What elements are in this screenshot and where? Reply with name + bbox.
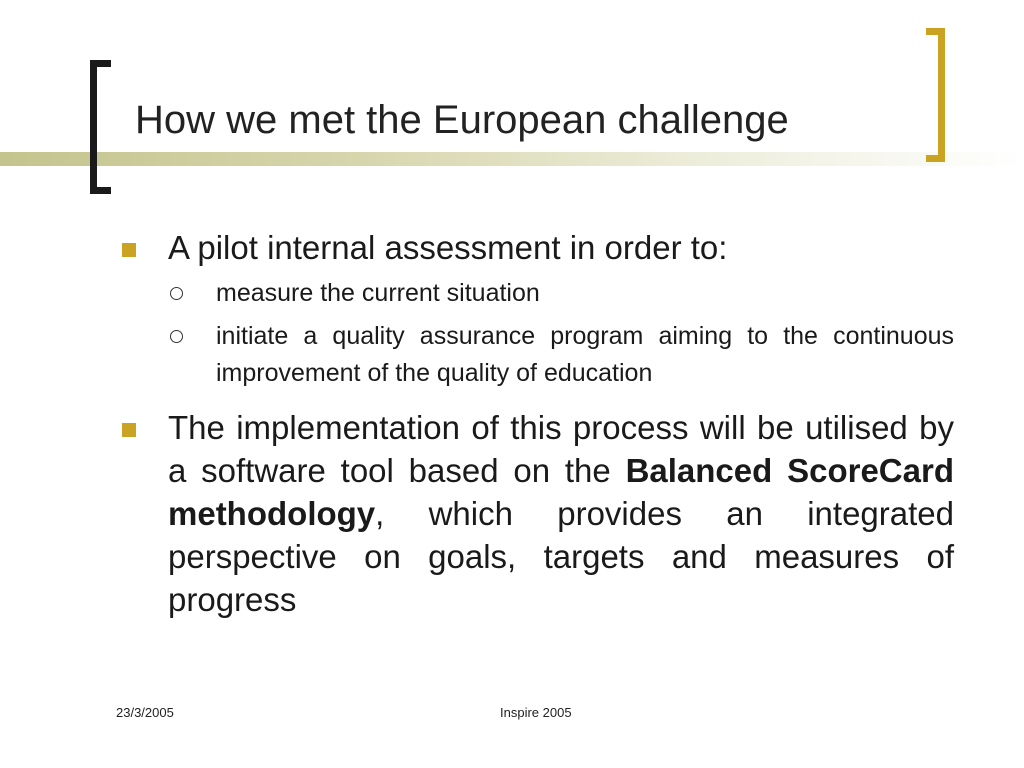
bullet-text: A pilot internal assessment in order to: xyxy=(168,229,728,266)
footer-date: 23/3/2005 xyxy=(116,705,174,720)
bullet-item-implementation xyxy=(118,406,954,621)
circle-bullet-icon xyxy=(170,330,183,343)
square-bullet-icon xyxy=(122,423,136,437)
bullet-text-part: The implementation of this process will be utilised by a software tool based on the xyxy=(168,409,954,489)
left-bracket-decoration xyxy=(90,60,111,194)
square-bullet-icon xyxy=(122,243,136,257)
footer-center-text: Inspire 2005 xyxy=(500,705,572,720)
bullet-text-part: , which provides an integrated perspective on goals, targets and measures of progress xyxy=(168,495,954,618)
circle-bullet-icon xyxy=(170,287,183,300)
sub-bullet-text: initiate a quality assurance program aiming to the continuous improvement of the quality of education xyxy=(216,322,954,387)
slide-title: How we met the European challenge xyxy=(135,98,789,142)
bullet-item-pilot xyxy=(118,226,954,269)
sub-bullet-list xyxy=(118,275,954,392)
slide-body xyxy=(118,226,954,627)
right-bracket-decoration xyxy=(926,28,945,162)
title-underline-band xyxy=(0,152,1024,166)
sub-bullet-item xyxy=(118,318,954,392)
sub-bullet-item xyxy=(118,275,954,312)
bullet-text-bold: Balanced ScoreCard methodology xyxy=(168,452,954,532)
sub-bullet-text: measure the current situation xyxy=(216,279,540,307)
